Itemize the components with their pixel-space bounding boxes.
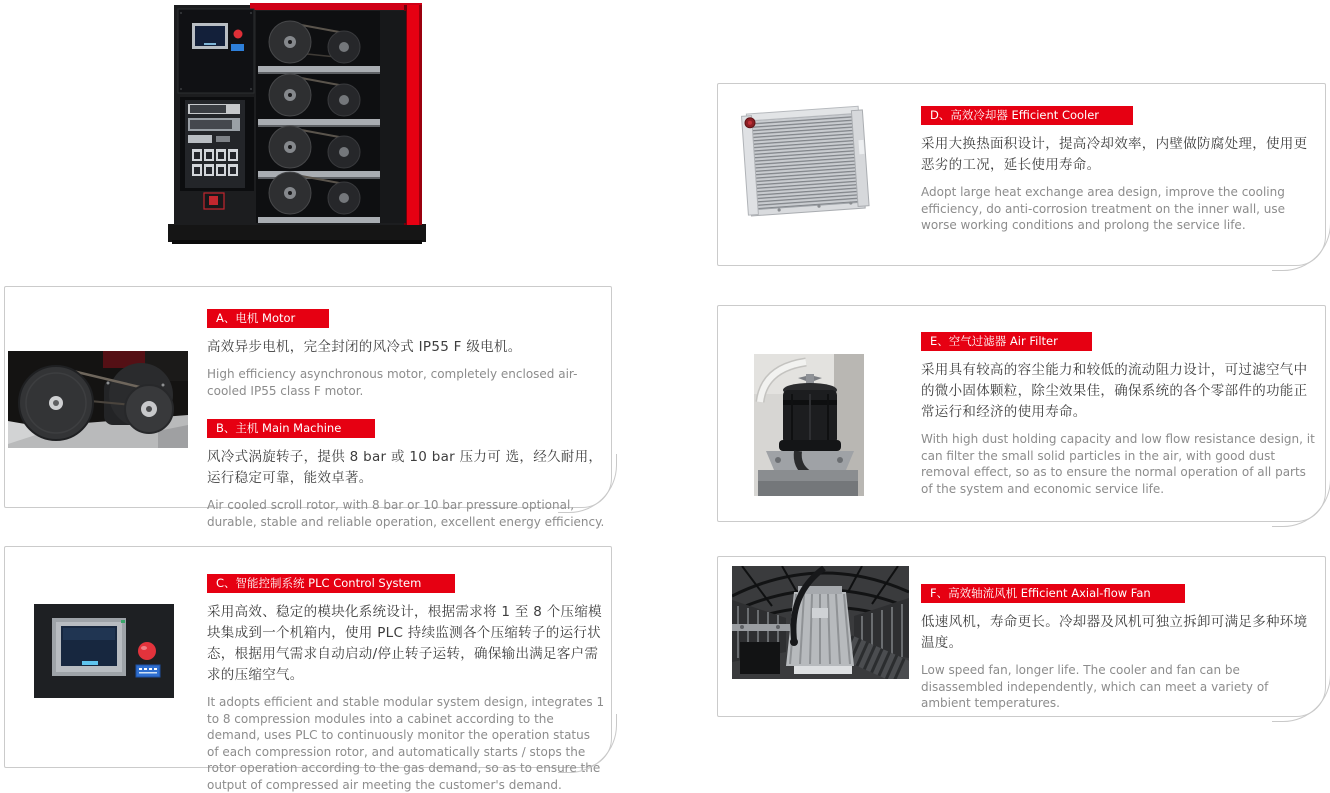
card-d-text bbox=[921, 104, 1318, 234]
compressor-cabinet-illustration bbox=[168, 3, 430, 245]
feature-en-b: Air cooled scroll rotor, with 8 bar or 10 bar pressure optional, durable, stable and reliable operation, excellent energy efficiency. bbox=[207, 498, 605, 529]
feature-en-c: It adopts efficient and stable modular system design, integrates 1 to 8 compression modules into a cabinet according to the demand, uses PLC to continuously monitor the operation status of each compression rotor, and automatically starts / stops the rotor operation according to the gas demand, so as to ensure the output of compressed air meeting the customer's demand. bbox=[207, 695, 605, 792]
card-plc-control bbox=[4, 546, 612, 792]
compressor-cabinet-photo bbox=[168, 3, 430, 245]
feature-cn-f: 低速风机，寿命更长。冷却器及风机可独立拆卸可满足多种环境温度。 bbox=[921, 614, 1308, 651]
card-air-filter bbox=[717, 305, 1326, 522]
feature-en-d: Adopt large heat exchange area design, improve the cooling efficiency, do anti-corrosion treatment on the inner wall, use worse working conditions and prolong the service life. bbox=[921, 185, 1286, 232]
card-c-text bbox=[207, 572, 605, 793]
feature-cn-e: 采用具有较高的容尘能力和较低的流动阻力设计，可过滤空气中的微小固体颗粒，除尘效果佳，确保系统的各个零部件的功能正常运行和经济的使用寿命。 bbox=[921, 362, 1308, 420]
plc-control-panel-photo bbox=[34, 604, 174, 698]
feature-label-b: B、主机 Main Machine bbox=[207, 419, 375, 438]
feature-label-e: E、空气过滤器 Air Filter bbox=[921, 332, 1092, 351]
feature-en-e: With high dust holding capacity and low flow resistance design, it can filter the small solid particles in the air, with good dust removal effect, so as to ensure the normal operation of all parts of the system and economic service life. bbox=[921, 432, 1315, 496]
feature-cn-d: 采用大换热面积设计，提高冷却效率，内壁做防腐处理，使用更恶劣的工况，延长使用寿命。 bbox=[921, 136, 1308, 173]
card-motor-main-machine bbox=[4, 286, 612, 529]
motor-belt-drive-photo bbox=[8, 351, 188, 448]
card-f-text bbox=[921, 582, 1318, 712]
axial-flow-fan-photo bbox=[732, 566, 909, 679]
feature-label-d: D、高效冷却器 Efficient Cooler bbox=[921, 106, 1133, 125]
card-efficient-cooler bbox=[717, 83, 1326, 266]
air-filter-photo bbox=[754, 354, 864, 496]
feature-cn-c: 采用高效、稳定的模块化系统设计，根据需求将 1 至 8 个压缩模块集成到一个机箱内，使用 PLC 持续监测各个压缩转子的运行状态，根据用气需求自动启动/停止转子运转，确保输出满足客户需 求的压缩空气。 bbox=[207, 604, 602, 683]
feature-en-a: High efficiency asynchronous motor, completely enclosed air-cooled IP55 class F motor. bbox=[207, 367, 578, 398]
feature-label-f: F、高效轴流风机 Efficient Axial-flow Fan bbox=[921, 584, 1185, 603]
feature-cn-b: 风冷式涡旋转子，提供 8 bar 或 10 bar 压力可 选，经久耐用，运行稳定可靠，能效卓著。 bbox=[207, 449, 603, 486]
card-ab-text bbox=[207, 307, 605, 548]
feature-cn-a: 高效异步电机，完全封闭的风冷式 IP55 F 级电机。 bbox=[207, 339, 522, 355]
feature-en-f: Low speed fan, longer life. The cooler and fan can be disassembled independently, which can meet a variety of ambient temperatures. bbox=[921, 663, 1269, 710]
card-axial-fan bbox=[717, 556, 1326, 717]
feature-label-a: A、电机 Motor bbox=[207, 309, 329, 328]
efficient-cooler-photo bbox=[736, 104, 876, 226]
feature-label-c: C、智能控制系统 PLC Control System bbox=[207, 574, 455, 593]
card-e-text bbox=[921, 330, 1318, 497]
